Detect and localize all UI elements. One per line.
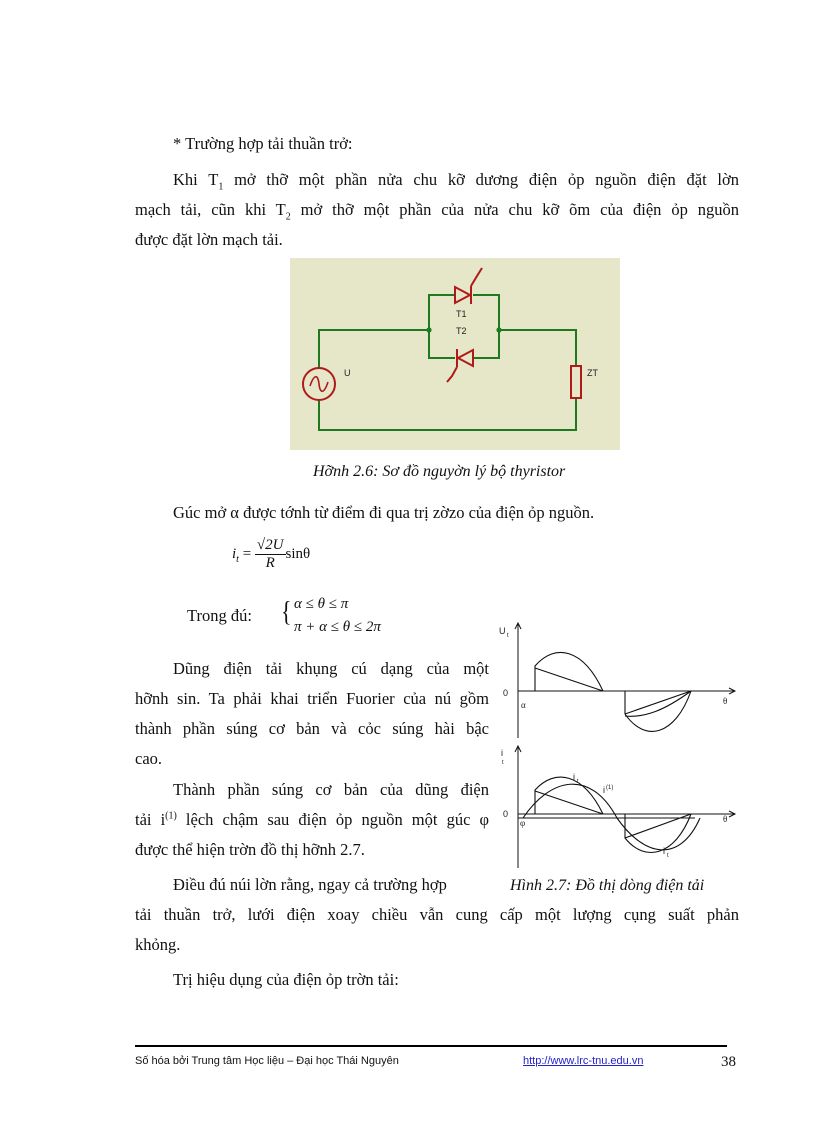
page-number: 38	[721, 1054, 736, 1070]
figure-caption: Hình 2.7: Đồ thị dòng điện tải	[510, 877, 705, 894]
condition-label: Trong đú:	[187, 606, 252, 625]
zero-label: 0	[503, 688, 509, 698]
y-axis-sub-voltage: t	[507, 633, 509, 639]
label-zt: ZT	[587, 368, 598, 378]
thyristor-circuit-figure	[290, 258, 620, 450]
condition-2: π + α ≤ θ ≤ 2π	[294, 619, 381, 635]
voltage-waveform	[535, 652, 691, 731]
current-formula: $i_t$ = $\frac{√2U}{R}$ sinθ	[232, 537, 311, 571]
footer-source: Số hóa bởi Trung tâm Học liệu – Đại học Thái Nguyên	[135, 1055, 399, 1067]
label-t2: T2	[456, 326, 467, 336]
paragraph-line: Trị hiệu dụng của điện ỏp trờn tải:	[173, 970, 399, 989]
formula-fraction: $\frac{√2U}{R}$	[256, 537, 284, 571]
paragraph-line: Thành phần súng cơ bản của dũng điện	[173, 780, 489, 799]
y-axis-sub-current: t	[502, 760, 504, 766]
paragraph-line: mạch tải, cũn khi $T_2$ mở thỡ một phần của nửa chu kỡ õm của điện ỏp nguồn	[135, 200, 739, 223]
it-label-top: i	[573, 772, 575, 782]
paragraph-line: tải $i^{(1)}$ lệch chậm sau điện ỏp nguồn một gúc φ	[135, 810, 489, 829]
it-label-bottom: i	[663, 846, 665, 856]
label-u: U	[344, 368, 351, 378]
paragraph-line: tải thuần trở, lưới điện xoay chiều vẫn cung cấp một lượng cụng suất phản	[135, 905, 739, 924]
section-heading: * Trường hợp tải thuần trở:	[173, 134, 353, 153]
waveform-figure	[495, 618, 745, 873]
circuit-diagram	[290, 258, 620, 450]
paragraph-line: cao.	[135, 749, 163, 768]
alpha-label: α	[521, 700, 526, 710]
y-axis-label-current: i	[501, 748, 503, 758]
paragraph-line: Gúc mở α được tớnh từ điểm đi qua trị zờzo của điện ỏp nguồn.	[173, 503, 595, 522]
theta-label: θ	[723, 696, 728, 706]
figure-caption: Hỡnh 2.6: Sơ đồ nguyờn lý bộ thyristor	[313, 463, 566, 480]
paragraph-line: khỏng.	[135, 935, 181, 954]
paragraph-line: được đặt lờn mạch tải.	[135, 230, 283, 249]
paragraph-line: Khi $T_1$ mở thỡ một phần nửa chu kỡ dương điện ỏp nguồn điện đặt lờn	[173, 170, 739, 193]
paragraph-line: Dũng điện tải khụng cú dạng của một	[173, 659, 489, 678]
i1-sup: (1)	[606, 785, 614, 791]
junction-node	[426, 327, 431, 332]
theta-label: θ	[723, 814, 728, 824]
zero-label: 0	[503, 809, 509, 819]
phi-label: φ	[520, 818, 526, 828]
paragraph-line: thành phần súng cơ bản và cỏc súng hài bậc	[135, 719, 489, 738]
paragraph-line: được thể hiện trờn đồ thị hỡnh 2.7.	[135, 840, 365, 859]
y-axis-label-voltage: U	[499, 626, 506, 636]
brace: {	[281, 595, 292, 628]
junction-node	[496, 327, 501, 332]
it-sub-top: t	[577, 779, 579, 785]
it-sub-bottom: t	[667, 853, 669, 859]
label-t1: T1	[456, 309, 467, 319]
i1-label: i	[603, 785, 605, 795]
paragraph-line: Điều đú núi lờn rằng, ngay cả trường hợp	[173, 875, 447, 894]
footer-link[interactable]: http://www.lrc-tnu.edu.vn	[523, 1055, 644, 1067]
footer-rule	[135, 1045, 727, 1047]
paragraph-line: hỡnh sin. Ta phải khai triển Fuorier của nú gồm	[135, 689, 489, 708]
waveform-diagram	[495, 618, 745, 873]
condition-1: α ≤ θ ≤ π	[294, 596, 349, 612]
